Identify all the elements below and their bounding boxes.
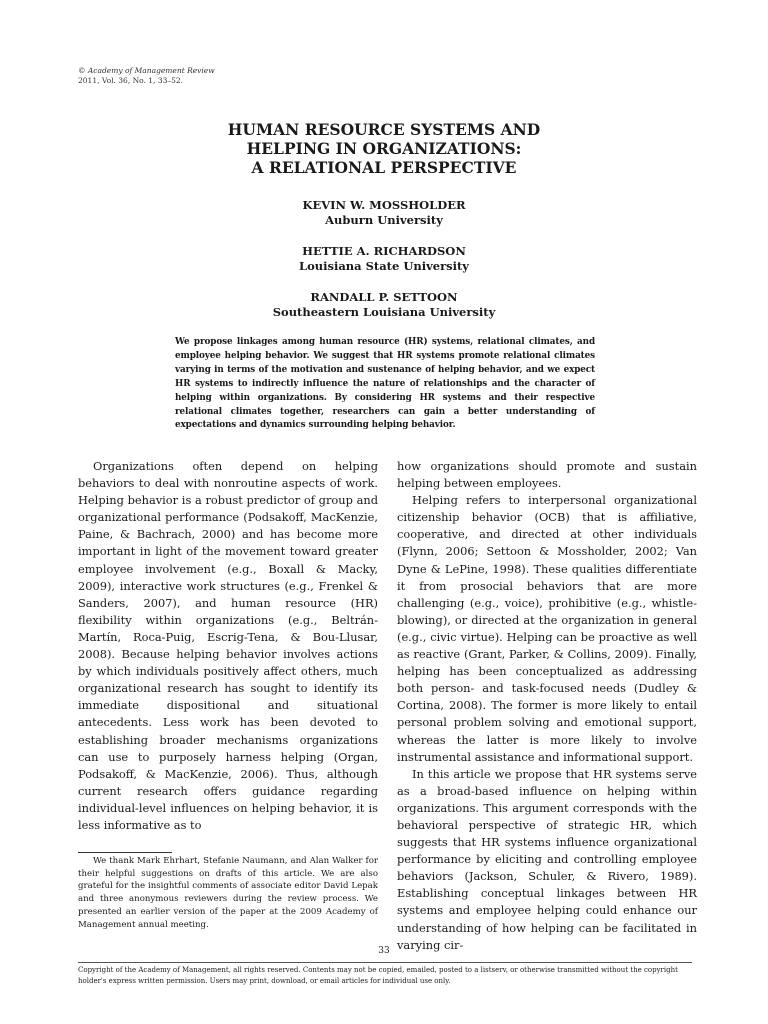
body-paragraph: In this article we propose that HR systems serve as a broad-based influence on helping within organizations. This argument corresponds with the behavioral perspective of strategic HR, which suggests that HR systems influence organizational performance by eliciting and controlling employee behaviors (Jackson, Schuler, & Rivero, 1989). Establishing conceptual linkages between HR systems and employee helping could enhance our understanding of how helping can be facilitated in varying cir- [397, 766, 697, 952]
author-name: RANDALL P. SETTOON [310, 290, 458, 304]
left-column [78, 458, 378, 834]
author-affiliation: Auburn University [325, 213, 443, 227]
article-title [0, 120, 768, 177]
author-block-3 [0, 290, 768, 320]
author-block-2 [0, 244, 768, 274]
body-paragraph: how organizations should promote and sustain helping between employees. [397, 459, 697, 491]
abstract: We propose linkages among human resource (HR) systems, relational climates, and employee helping behavior. We suggest that HR systems promote relational climates varying in terms of the motivation and sustenance of helping behavior, and we expect HR systems to indirectly influence the nature of relationships and the character of helping within organizations. By considering HR systems and their respective relational climates together, researchers can gain a better understanding of expectations and dynamics surrounding helping behavior. [175, 337, 595, 431]
title-line-3: A RELATIONAL PERSPECTIVE [251, 158, 517, 177]
body-paragraph: Helping refers to interpersonal organizational citizenship behavior (OCB) that is affiliative, cooperative, and directed at other individuals (Flynn, 2006; Settoon & Mossholder, 2002; Van Dyne & LePine, 1998). These qualities differentiate it from prosocial behaviors that are more challenging (e.g., voice), prohibitive (e.g., whistle-blowing), or directed at the organization in general (e.g., civic virtue). Helping can be proactive as well as reactive (Grant, Parker, & Collins, 2009). Finally, helping has been conceptualized as addressing both person- and task-focused needs (Dudley & Cortina, 2008). The former is more likely to entail personal problem solving and emotional support, whereas the latter is more likely to involve instrumental assistance and informational support. [397, 493, 697, 764]
journal-issue: 2011, Vol. 36, No. 1, 33–52. [78, 76, 184, 85]
body-paragraph: Organizations often depend on helping behaviors to deal with nonroutine aspects of work. Helping behavior is a robust predictor of group and organizational performance (Podsakoff, MacKenzie, Paine, & Bachrach, 2000) and has become more important in light of the movement toward greater employee involvement (e.g., Boxall & Macky, 2009), interactive work structures (e.g., Frenkel & Sanders, 2007), and human resource (HR) flexibility within organizations (e.g., Beltrán-Martín, Roca-Puig, Escrig-Tena, & Bou-Llusar, 2008). Because helping behavior involves actions by which individuals positively affect others, much organizational research has sought to identify its immediate dispositional and situational antecedents. Less work has been devoted to establishing broader mechanisms organizations can use to purposely harness helping (Organ, Podsakoff, & MacKenzie, 2006). Thus, although current research offers guidance regarding individual-level influences on helping behavior, it is less informative as to [78, 459, 378, 832]
copyright-divider [78, 962, 692, 963]
footnote-divider [78, 852, 172, 853]
author-affiliation: Southeastern Louisiana University [272, 305, 496, 319]
copyright-notice: Copyright of the Academy of Management, all rights reserved. Contents may not be copied, emailed, posted to a listserv, or otherwise transmitted without the copyright holder's express written permission. Users may print, download, or email articles for individual use only. [78, 966, 678, 985]
author-block-1 [0, 198, 768, 228]
footnote-text: We thank Mark Ehrhart, Stefanie Naumann, and Alan Walker for their helpful suggestions on drafts of this article. We are also grateful for the insightful comments of associate editor David Lepak and three anonymous reviewers during the review process. We presented an earlier version of the paper at the 2009 Academy of Management annual meeting. [78, 856, 378, 930]
author-affiliation: Louisiana State University [299, 259, 469, 273]
author-name: KEVIN W. MOSSHOLDER [302, 198, 466, 212]
journal-name: © Academy of Management Review [78, 66, 215, 75]
page-number: 33 [378, 946, 390, 956]
title-line-2: HELPING IN ORGANIZATIONS: [246, 139, 522, 158]
right-column [397, 458, 697, 954]
journal-citation [78, 66, 215, 86]
title-line-1: HUMAN RESOURCE SYSTEMS AND [227, 120, 541, 139]
author-name: HETTIE A. RICHARDSON [302, 244, 466, 258]
footnote [78, 855, 378, 931]
